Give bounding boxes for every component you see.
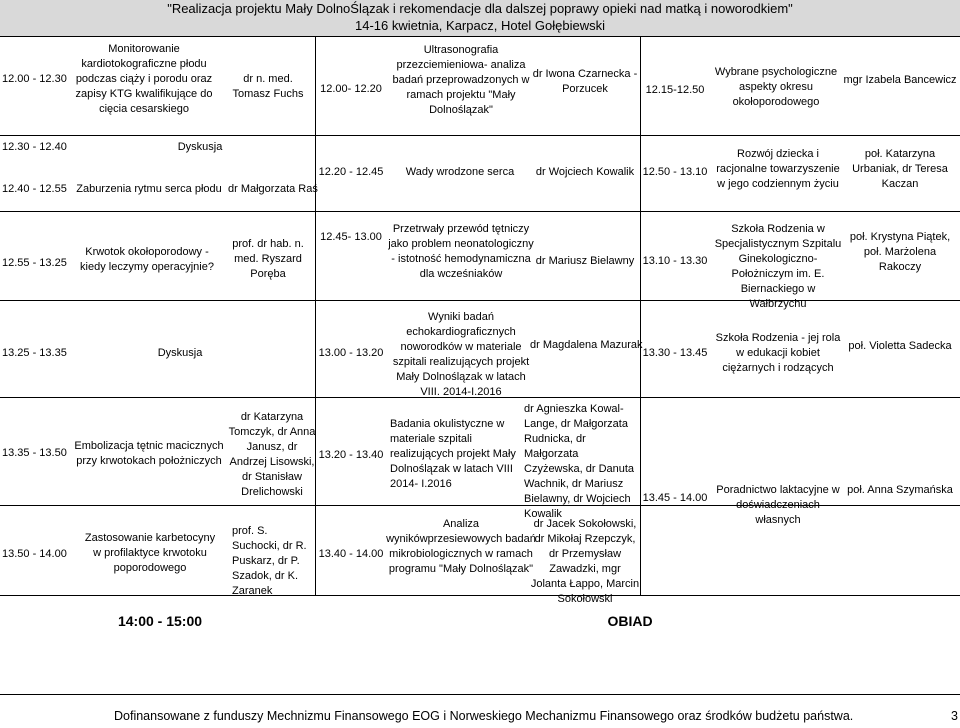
session-topic: Poradnictwo laktacyjne w doświadczeniach własnych xyxy=(716,484,840,526)
session-topic: Krwotok okołoporodowy - kiedy leczymy operacyjnie? xyxy=(80,246,214,273)
time-slot: 13.50 - 14.00 xyxy=(2,548,67,560)
time-slot: 12.20 - 12.45 xyxy=(318,166,384,178)
session-topic: Szkoła Rodzenia - jej rola w edukacji kobiet ciężarnych i rodzących xyxy=(715,332,841,374)
speaker: dr Wojciech Kowalik xyxy=(535,166,635,178)
session-topic: Wyniki badań echokardiograficznych noworodków w materiale szpitali realizujących projekt Mały Dolnoślązak w latach VIII. 2014-I.2016 xyxy=(392,311,530,398)
time-slot: 12.00 - 12.30 xyxy=(2,73,67,85)
session-topic: Analiza wynikówprzesiewowych badań mikrobiologicznych w ramach programu "Mały Dolnoślązak" xyxy=(386,518,536,575)
row-separator xyxy=(0,595,960,596)
session-topic: Dyskusja xyxy=(177,141,223,153)
row-separator xyxy=(0,211,960,212)
column-separator xyxy=(315,37,316,595)
time-slot: 12.45- 13.00 xyxy=(320,231,382,243)
time-slot: 12.00- 12.20 xyxy=(320,83,382,95)
time-slot: 13.20 - 13.40 xyxy=(318,449,384,461)
schedule-grid xyxy=(0,36,960,695)
speaker: dr n. med. Tomasz Fuchs xyxy=(232,73,304,100)
session-topic: Zastosowanie karbetocyny w profilaktyce krwotoku poporodowego xyxy=(84,532,216,574)
document-title: "Realizacja projektu Mały DolnoŚlązak i rekomendacje dla dalszej poprawy opieki nad matką i noworodkiem" xyxy=(167,1,793,16)
column-separator xyxy=(640,37,641,595)
session-topic: Wybrane psychologiczne aspekty okresu okołoporodowego xyxy=(714,66,838,108)
speaker: dr Magdalena Mazurak xyxy=(530,339,643,351)
speaker: dr Katarzyna Tomczyk, dr Anna Janusz, dr Andrzej Lisowski, dr Stanisław Drelichowski xyxy=(228,411,316,498)
row-separator xyxy=(0,135,960,136)
time-slot: 12.40 - 12.55 xyxy=(2,183,67,195)
speaker: poł. Katarzyna Urbaniak, dr Teresa Kaczan xyxy=(852,148,948,190)
session-topic: Rozwój dziecka i racjonalne towarzyszenie w jego codziennym życiu xyxy=(716,148,840,190)
session-topic: Embolizacja tętnic macicznych przy krwotokach położniczych xyxy=(74,440,224,467)
speaker: mgr Izabela Bancewicz xyxy=(843,74,957,86)
document-header xyxy=(0,0,960,36)
time-slot: 13.10 - 13.30 xyxy=(642,255,708,267)
speaker: prof. dr hab. n. med. Ryszard Poręba xyxy=(232,238,304,280)
speaker: prof. S. Suchocki, dr R. Puskarz, dr P. Szadok, dr K. Zaranek xyxy=(232,525,307,597)
time-slot: 13.35 - 13.50 xyxy=(2,447,67,459)
speaker: dr Jacek Sokołowski, dr Mikołaj Rzepczyk, dr Przemysław Zawadzki, mgr Jolanta Łappo, Marcin Sokołowski xyxy=(530,518,640,605)
lunch-label: OBIAD xyxy=(607,613,653,629)
speaker: poł. Anna Szymańska xyxy=(847,484,953,496)
document-subtitle: 14-16 kwietnia, Karpacz, Hotel Gołębiewski xyxy=(354,18,605,33)
session-topic: Dyskusja xyxy=(157,347,203,359)
speaker: poł. Krystyna Piątek, poł. Marżolena Rakoczy xyxy=(849,231,951,273)
time-slot: 13.00 - 13.20 xyxy=(318,347,384,359)
session-topic: Ultrasonografia przezciemieniowa- analiza badań przeprowadzonych w ramach projektu "Mały Dolnoślązak" xyxy=(392,44,530,116)
speaker: dr Iwona Czarnecka - Porzucek xyxy=(532,68,638,95)
time-slot: 13.25 - 13.35 xyxy=(2,347,67,359)
page-number: 3 xyxy=(951,709,958,723)
time-slot: 12.15-12.50 xyxy=(645,84,705,96)
speaker: poł. Violetta Sadecka xyxy=(848,340,952,352)
time-slot: 12.30 - 12.40 xyxy=(2,141,67,153)
time-slot: 13.30 - 13.45 xyxy=(642,347,708,359)
session-topic: Szkoła Rodzenia w Specjalistycznym Szpitalu Ginekologiczno-Położniczym im. E. Biernackiego w Wałbrzychu xyxy=(714,223,842,310)
time-slot: 12.50 - 13.10 xyxy=(642,166,708,178)
session-topic: Zaburzenia rytmu serca płodu xyxy=(76,183,222,195)
session-topic: Przetrwały przewód tętniczy jako problem neonatologiczny - istotność hemodynamiczna dla wcześniaków xyxy=(388,223,534,280)
lunch-time: 14:00 - 15:00 xyxy=(117,613,203,629)
time-slot: 13.40 - 14.00 xyxy=(318,548,384,560)
session-topic: Wady wrodzone serca xyxy=(405,166,515,178)
session-topic: Badania okulistyczne w materiale szpitali realizujących projekt Mały Dolnoślązak w latach VIII 2014- I.2016 xyxy=(390,418,516,490)
speaker: dr Agnieszka Kowal-Lange, dr Małgorzata Rudnicka, dr Małgorzata Czyżewska, dr Danuta Wachnik, dr Mariusz Bielawny, dr Wojciech Kowalik xyxy=(524,403,635,520)
session-topic: Monitorowanie kardiotokograficzne płodu podczas ciąży i porodu oraz zapisy KTG kwalifikujące do cięcia cesarskiego xyxy=(75,43,213,115)
speaker: dr Mariusz Bielawny xyxy=(535,255,635,267)
speaker: dr Małgorzata Raś xyxy=(228,183,318,195)
footer xyxy=(0,706,960,726)
funding-note: Dofinansowane z funduszy Mechnizmu Finansowego EOG i Norweskiego Mechanizmu Finansowego oraz środków budżetu państwa. xyxy=(114,709,854,723)
time-slot: 12.55 - 13.25 xyxy=(2,257,67,269)
time-slot: 13.45 - 14.00 xyxy=(642,492,708,504)
